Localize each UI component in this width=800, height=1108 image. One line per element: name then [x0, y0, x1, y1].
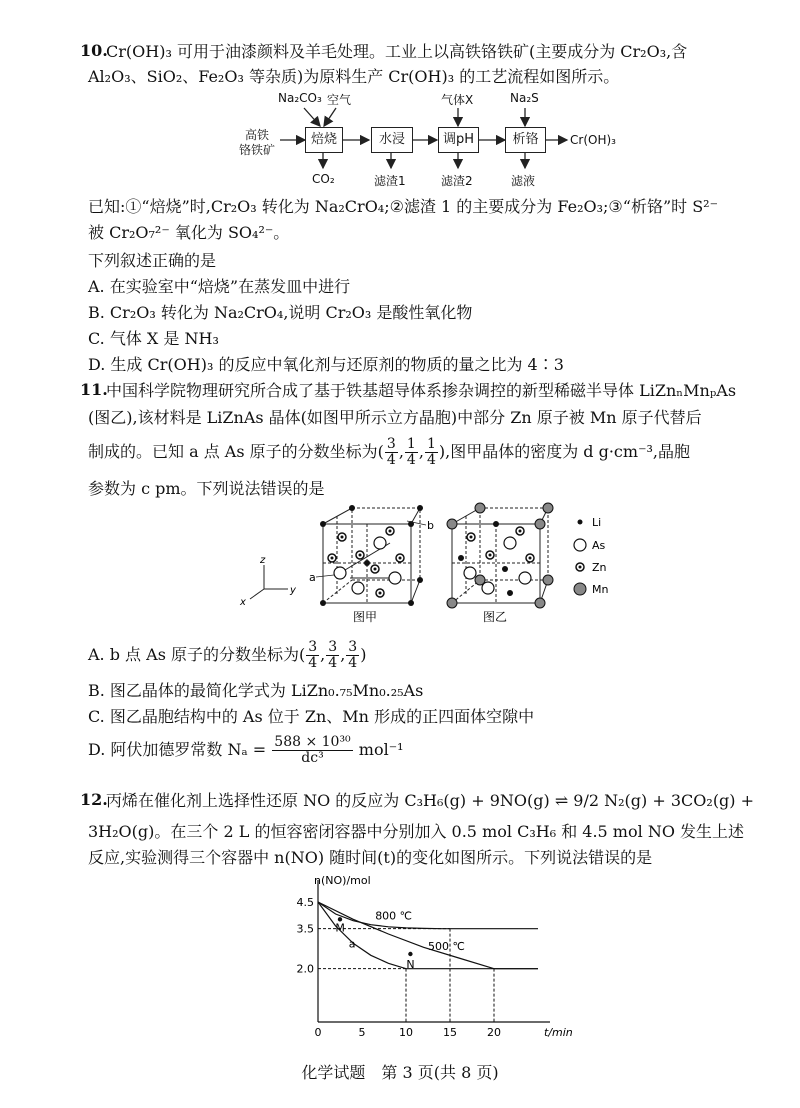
fraction — [272, 735, 352, 766]
chart-annotation-3: N — [406, 958, 415, 971]
crystal-cell-figures — [230, 503, 650, 628]
output-residue1: 滤渣1 — [374, 174, 406, 188]
q11-option-d-unit: mol⁻¹ — [358, 740, 404, 759]
frac-den: 4 — [308, 655, 318, 671]
cell-jia-atoms — [320, 505, 423, 606]
frac-num: 3 — [348, 639, 358, 655]
q11-option-a-end: ) — [360, 645, 367, 664]
q11-stem-line1: 中国科学院物理研究所合成了基于铁基超导体系掺杂调控的新型稀磁半导体 LiZnₙMnₚAs — [106, 381, 737, 400]
frac-num: 3 — [328, 639, 338, 655]
x-tick-label: 10 — [399, 1026, 413, 1039]
output-residue2: 滤渣2 — [441, 174, 473, 188]
axis-y-label: y — [290, 585, 296, 596]
point-b-label: b — [427, 519, 434, 532]
frac-num: 1 — [426, 436, 436, 452]
q11-stem-line2: (图乙),该材料是 LiZnAs 晶体(如图甲所示立方晶胞)中部分 Zn 原子被 Mn 原子代替后 — [88, 408, 702, 427]
fraction — [306, 640, 319, 671]
q11-option-b: B. 图乙晶体的最简化学式为 LiZn₀.₇₅Mn₀.₂₅As — [88, 681, 424, 700]
step-roasting: 焙烧 — [305, 127, 343, 153]
input-na2s: Na₂S — [510, 91, 539, 105]
step-precipitate-cr: 析铬 — [505, 127, 546, 153]
q11-number: 11. — [80, 380, 108, 399]
q12-number: 12. — [80, 790, 108, 809]
q12-stem-line1: 丙烯在催化剂上选择性还原 NO 的反应为 C₃H₆(g) + 9NO(g) ⇌ 9/2 N₂(g) + 3CO₂(g) + — [106, 791, 755, 810]
q10-prompt: 下列叙述正确的是 — [88, 251, 217, 270]
frac-den: 4 — [348, 655, 358, 671]
step-water-leach: 水浸 — [371, 127, 413, 153]
fig-jia-caption: 图甲 — [353, 610, 378, 624]
frac-den: 4 — [406, 452, 416, 468]
cell-jia — [323, 508, 420, 603]
legend — [574, 516, 608, 596]
input-air: 空气 — [327, 93, 352, 107]
legend-li: Li — [592, 516, 602, 529]
y-tick-label: 2.0 — [296, 962, 314, 976]
x-tick-label: 20 — [487, 1026, 501, 1039]
output-co2: CO₂ — [312, 172, 335, 186]
legend-zn: Zn — [592, 561, 607, 574]
fraction — [326, 640, 339, 671]
q10-option-c: C. 气体 X 是 NH₃ — [88, 329, 219, 348]
q10-stem-line2: Al₂O₃、SiO₂、Fe₂O₃ 等杂质)为原料生产 Cr(OH)₃ 的工艺流程如图所示。 — [88, 67, 620, 86]
chart-annotation-2: M — [335, 921, 345, 935]
step-adjust-ph: 调pH — [438, 127, 479, 153]
product-croh3: Cr(OH)₃ — [570, 133, 616, 147]
n-no-vs-time-chart — [280, 872, 573, 1042]
q10-option-d: D. 生成 Cr(OH)₃ 的反应中氧化剂与还原剂的物质的量之比为 4∶3 — [88, 355, 564, 374]
x-tick-label: 15 — [443, 1026, 457, 1039]
frac-num: 588 × 10³⁰ — [274, 734, 351, 750]
x-axis-label: t/min — [544, 1026, 573, 1039]
page-footer: 化学试题 第 3 页(共 8 页) — [301, 1063, 499, 1082]
chart-annotation-0: 800 ℃ — [375, 909, 413, 923]
q11-option-a: A. b 点 As 原子的分数坐标为( $\frac{3}{4}$ , $\frac{3}{4}$ , $\frac{3}{4}$ ) — [88, 639, 367, 671]
q11-stem-line4: 参数为 c pm。下列说法错误的是 — [88, 479, 325, 498]
q11-line3-part-b: ),图甲晶体的密度为 d g·cm⁻³,晶胞 — [438, 442, 691, 461]
q10-stem-line1: Cr(OH)₃ 可用于油漆颜料及羊毛处理。工业上以高铁铬铁矿(主要成分为 Cr₂O₃,含 — [106, 42, 688, 61]
q11-option-c: C. 图乙晶胞结构中的 As 位于 Zn、Mn 形成的正四面体空隙中 — [88, 707, 535, 726]
series-line-0 — [318, 902, 538, 929]
point-N — [408, 952, 412, 956]
raw-material-line2: 铬铁矿 — [239, 143, 276, 157]
series-line-1 — [318, 902, 538, 969]
q11-stem-line3: 制成的。已知 a 点 As 原子的分数坐标为( $\frac{3}{4}$ , $\frac{1}{4}$ , $\frac{1}{4}$ ),图甲晶体的密度为 d g·cm⁻³,晶胞 — [88, 436, 691, 468]
input-gas-x: 气体X — [441, 93, 474, 107]
fraction — [346, 640, 359, 671]
q10-known-line1: 已知:①“焙烧”时,Cr₂O₃ 转化为 Na₂CrO₄;②滤渣 1 的主要成分为 Fe₂O₃;③“析铬”时 S²⁻ — [88, 197, 719, 216]
chart-annotation-4: a — [348, 937, 356, 951]
x-tick-label: 0 — [314, 1026, 322, 1039]
fig-yi-caption: 图乙 — [483, 610, 508, 624]
output-filtrate: 滤液 — [511, 174, 536, 188]
frac-den: 4 — [386, 452, 396, 468]
y-tick-label: 3.5 — [296, 922, 314, 936]
q10-known-line2: 被 Cr₂O₇²⁻ 氧化为 SO₄²⁻。 — [88, 223, 290, 242]
legend-mn: Mn — [592, 583, 609, 596]
fraction — [385, 437, 398, 468]
q11-line3-part-a: 制成的。已知 a 点 As 原子的分数坐标为( — [88, 442, 384, 461]
q12-stem-line2: 3H₂O(g)。在三个 2 L 的恒容密闭容器中分别加入 0.5 mol C₃H₆ 和 4.5 mol NO 发生上述 — [88, 822, 745, 841]
frac-den: 4 — [328, 655, 338, 671]
raw-material-line1: 高铁 — [245, 128, 270, 142]
cell-yi-atoms — [447, 503, 553, 608]
series-line-2 — [318, 902, 538, 969]
axis-z-label: z — [260, 555, 266, 566]
input-na2co3: Na₂CO₃ — [278, 91, 322, 105]
frac-num: 1 — [406, 436, 416, 452]
q11-option-a-text: A. b 点 As 原子的分数坐标为( — [88, 645, 306, 664]
fraction — [405, 437, 418, 468]
frac-num: 3 — [386, 436, 396, 452]
q11-option-d — [88, 735, 404, 766]
frac-den: dc³ — [301, 750, 324, 766]
x-tick-label: 5 — [358, 1026, 366, 1039]
q11-option-d-text: D. 阿伏加德罗常数 Nₐ = — [88, 740, 267, 759]
q12-stem-line3: 反应,实验测得三个容器中 n(NO) 随时间(t)的变化如图所示。下列说法错误的是 — [88, 848, 653, 867]
axis-x-label: x — [240, 597, 246, 608]
y-axis-label: n(NO)/mol — [314, 874, 371, 887]
flow-arrows — [0, 0, 800, 200]
frac-den: 4 — [426, 452, 436, 468]
frac-num: 3 — [308, 639, 318, 655]
point-a-label: a — [309, 571, 316, 584]
chart-annotation-1: 500 ℃ — [428, 940, 465, 953]
axis-triad — [250, 565, 288, 599]
q10-option-a: A. 在实验室中“焙烧”在蒸发皿中进行 — [88, 277, 351, 296]
fraction — [425, 437, 438, 468]
q10-number: 10. — [80, 41, 108, 60]
y-tick-label: 4.5 — [296, 896, 314, 909]
legend-as: As — [592, 539, 606, 552]
q10-option-b: B. Cr₂O₃ 转化为 Na₂CrO₄,说明 Cr₂O₃ 是酸性氧化物 — [88, 303, 473, 322]
